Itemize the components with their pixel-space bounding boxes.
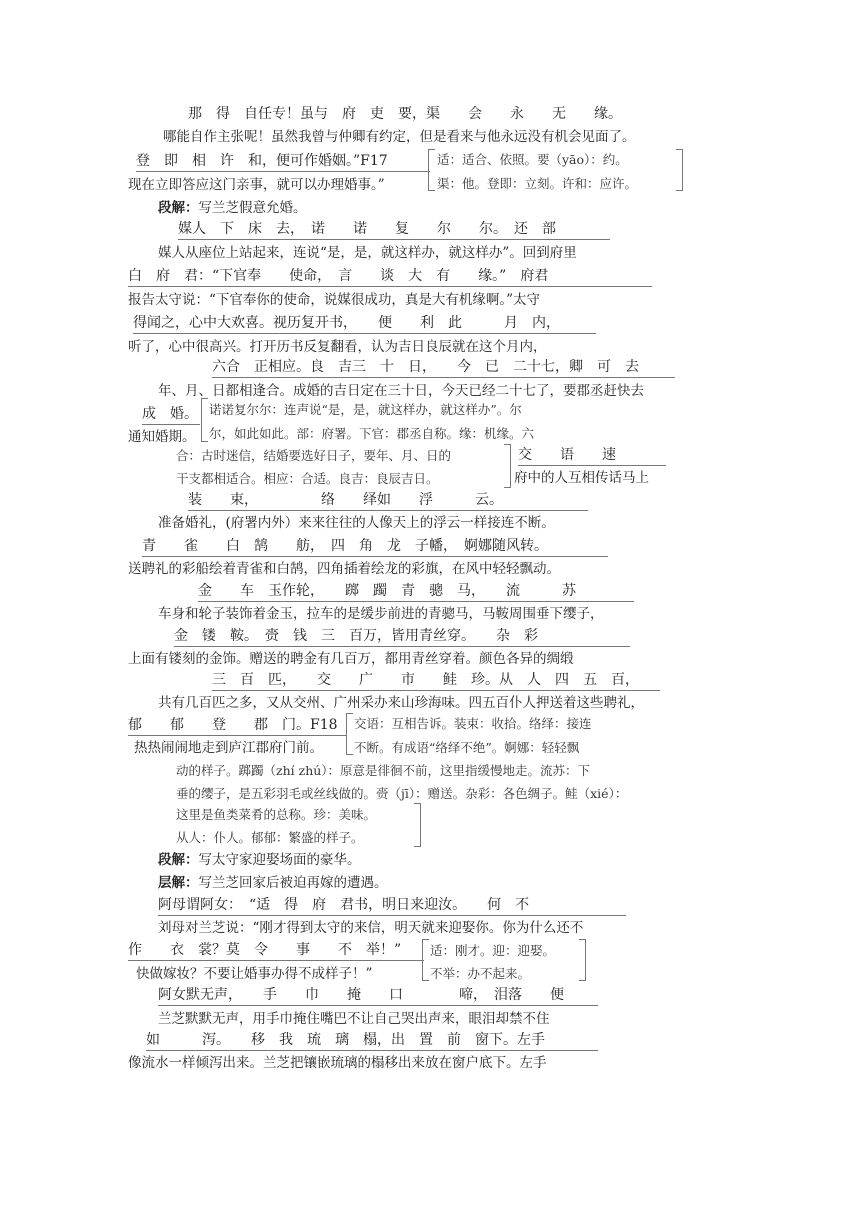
translation-line: 现在立即答应这门亲事，就可以办理婚事。”: [128, 177, 385, 193]
note-bracket: [676, 149, 683, 191]
annotation-note: 渠：他。登即：立刻。许和：应许。: [437, 176, 638, 191]
original-line: 登 即 相 许 和，便可作婚姻。”F17: [136, 153, 430, 172]
annotation-note: 动的样子。踯躅（zhí zhú）：原意是徘徊不前，这里指缓慢地走。流苏：下: [176, 763, 591, 778]
note-bracket: [428, 149, 435, 191]
translation-line: 热热闹闹地走到庐江郡府门前。: [134, 740, 323, 756]
annotation-note: 适：适合、依照。要（yāo）：约。: [437, 152, 628, 167]
original-line: 交 语 速: [518, 447, 666, 466]
translation-line: 送聘礼的彩船绘着青雀和白鹄，四角插着绘龙的彩旗，在风中轻轻飘动。: [128, 561, 560, 577]
annotation-note: 从人：仆人。郁郁：繁盛的样子。: [176, 830, 364, 845]
translation-line: 通知婚期。: [128, 429, 196, 445]
original-line: 郁 郁 登 郡 门。F18: [128, 717, 346, 736]
translation-line: 年、月、日都相逢合。成婚的吉日定在三十日，今天已经二十七了，要郡丞赶快去: [158, 383, 644, 399]
annotation-note: 不断。有成语“络绎不绝”。婀娜：轻轻飘: [354, 740, 580, 755]
layer-summary: [158, 875, 388, 891]
annotation-note: 交语：互相告诉。装束：收拾。络绎：接连: [354, 716, 592, 731]
summary-text: 写太守家迎娶场面的豪华。: [198, 852, 361, 868]
translation-line: 共有几百匹之多，又从交州、广州采办来山珍海味。四五百仆人押送着这些聘礼，: [158, 695, 644, 711]
annotation-note: 不举：办不起来。: [430, 966, 531, 981]
annotation-note: 适：刚才。迎：迎娶。: [430, 943, 556, 958]
translation-line: 车身和轮子装饰着金玉，拉车的是缓步前进的青骢马，马鞍周围垂下缨子，: [158, 606, 604, 622]
annotation-note: 合：古时迷信，结婚要选好日子，要年、月、日的: [176, 448, 452, 463]
annotation-note: 垂的缨子，是五彩羽毛或丝线做的。赍（jī）：赠送。杂彩：各色绸子。鲑（xié）：: [176, 786, 628, 801]
original-line: 如 泻。 移 我 琉 璃 榻，出 置 前 窗下。左手: [146, 1032, 598, 1051]
annotation-note: 诺诺复尔尔：连声说“是，是，就这样办，就这样办”。尔: [209, 402, 522, 417]
translation-line: 刘母对兰芝说：“刚才得到太守的来信，明天就来迎娶你。你为什么还不: [158, 920, 584, 936]
section-summary: [158, 852, 361, 868]
original-line: 阿女默无声， 手 巾 掩 口 啼， 泪落 便: [158, 987, 598, 1006]
translation-line: 府中的人互相传话马上: [514, 470, 649, 486]
translation-line: 媒人从座位上站起来，连说“是，是，就这样办，就这样办”。回到府里: [158, 245, 577, 261]
original-line: 那 得 自任专！虽与 府 吏 要，渠 会 永 无 缘。: [188, 106, 622, 122]
original-line: 阿母谓阿女： “适 得 府 君书，明日来迎汝。 何 不: [158, 897, 626, 916]
annotation-note: 干支都相适合。相应：合适。良吉：良辰吉日。: [176, 471, 439, 486]
note-bracket: [504, 444, 511, 488]
note-bracket: [201, 398, 208, 442]
translation-line: 听了，心中很高兴。打开历书反复翻看，认为吉日良辰就在这个月内，: [128, 339, 547, 355]
original-line: 得闻之，心中大欢喜。视历复开书， 便 利 此 月 内，: [133, 315, 596, 334]
summary-label: 段解：: [158, 852, 199, 868]
annotation-note: 尔，如此如此。部：府署。下官：郡丞自称。缘：机缘。六: [209, 426, 535, 441]
note-bracket: [422, 939, 429, 981]
note-bracket: [414, 803, 421, 847]
summary-text: 写兰芝回家后被迫再嫁的遭遇。: [198, 875, 388, 891]
translation-line: 快做嫁妆？不要让婚事办得不成样子！”: [136, 966, 373, 982]
translation-line: 哪能自作主张呢！虽然我曾与仲卿有约定，但是看来与他永远没有机会见面了。: [163, 129, 636, 145]
original-line: 白 府 君：“下官奉 使命， 言 谈 大 有 缘。” 府君: [128, 268, 652, 287]
note-bracket: [579, 939, 586, 981]
summary-label: 段解：: [158, 200, 199, 216]
original-line: 装 束， 络 绎如 浮 云。: [188, 492, 588, 511]
translation-line: 报告太守说：“下官奉你的使命，说媒很成功，真是大有机缘啊。”太守: [128, 292, 541, 308]
original-line: 金 车 玉作轮， 踯 躅 青 骢 马， 流 苏: [198, 583, 634, 602]
translation-line: 上面有镂刻的金饰。赠送的聘金有几百万，都用青丝穿着。颜色各异的绸缎: [128, 651, 574, 667]
original-line: 媒人 下 床 去， 诺 诺 复 尔 尔。 还 部: [178, 221, 610, 240]
summary-label: 层解：: [158, 875, 199, 891]
summary-text: 写兰芝假意允婚。: [198, 200, 307, 216]
section-summary: [158, 200, 307, 216]
original-line: 金 镂 鞍。 赍 钱 三 百万，皆用青丝穿。 杂 彩: [174, 628, 630, 647]
original-line: 作 衣 裳？莫 令 事 不 举！”: [128, 942, 424, 961]
translation-line: 像流水一样倾泻出来。兰芝把镶嵌琉璃的榻移出来放在窗户底下。左手: [128, 1055, 547, 1071]
translation-line: 兰芝默默无声，用手巾掩住嘴巴不让自己哭出声来，眼泪却禁不住: [158, 1011, 550, 1027]
original-line: 六合 正相应。良 吉三 十 日， 今 已 二十七，卿 可 去: [212, 359, 675, 378]
note-bracket: [346, 713, 353, 755]
annotation-note: 这里是鱼类菜肴的总称。珍：美味。: [176, 807, 377, 822]
original-line: 三 百 匹， 交 广 市 鲑 珍。从 人 四 五 百，: [212, 672, 660, 691]
original-line: 成 婚。: [142, 406, 200, 425]
translation-line: 准备婚礼，(府署内外）来来往往的人像天上的浮云一样接连不断。: [158, 515, 555, 531]
original-line: 青 雀 白 鹄 舫， 四 角 龙 子幡， 婀娜随风转。: [142, 538, 608, 557]
